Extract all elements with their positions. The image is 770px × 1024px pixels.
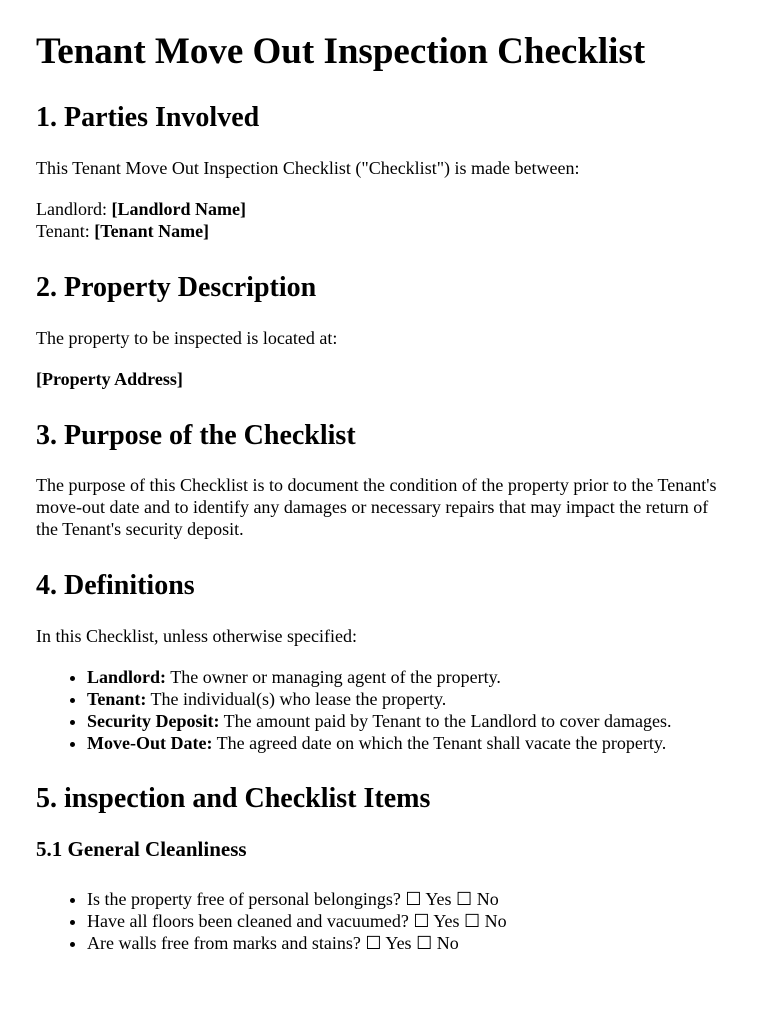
section-heading-definitions: 4. Definitions — [36, 570, 195, 602]
landlord-label: Landlord: — [36, 198, 107, 219]
tenant-label: Tenant: — [36, 220, 90, 241]
property-address-para — [36, 368, 734, 390]
definition-term: Tenant: — [87, 688, 147, 709]
section-heading-purpose: 3. Purpose of the Checklist — [36, 419, 356, 451]
section-heading-parties: 1. Parties Involved — [36, 102, 260, 134]
checklist-item: • Have all floors been cleaned and vacuumed? ☐ Yes ☐ No — [87, 910, 734, 932]
section-heading-inspection: 5. inspection and Checklist Items — [36, 782, 431, 814]
cleanliness-checklist — [36, 888, 734, 954]
list-item — [87, 688, 734, 710]
definitions-intro: In this Checklist, unless otherwise specified: — [36, 625, 357, 646]
definition-text: The individual(s) who lease the property. — [150, 688, 447, 709]
checklist-item: • Is the property free of personal belongings? ☐ Yes ☐ No — [87, 888, 734, 910]
definition-text: The amount paid by Tenant to the Landlord to cover damages. — [223, 710, 672, 731]
definition-term: Landlord: — [87, 666, 167, 687]
parties-intro: This Tenant Move Out Inspection Checklist ("Checklist") is made between: — [36, 157, 580, 178]
landlord-value: [Landlord Name] — [111, 198, 246, 219]
definitions-list — [36, 666, 734, 754]
tenant-value: [Tenant Name] — [94, 220, 210, 241]
list-item — [87, 732, 734, 754]
parties-list — [36, 198, 734, 242]
document-title: Tenant Move Out Inspection Checklist — [36, 31, 646, 72]
subsection-heading-cleanliness: 5.1 General Cleanliness — [36, 837, 247, 862]
section-heading-property: 2. Property Description — [36, 271, 317, 303]
purpose-text: The purpose of this Checklist is to document the condition of the property prior to the Tenant's move-out date and to identify any damages or necessary repairs that may impact the return of the Tenant's security deposit. — [36, 475, 717, 540]
definition-term: Security Deposit: — [87, 710, 220, 731]
definition-term: Move-Out Date: — [87, 732, 213, 753]
property-intro: The property to be inspected is located at: — [36, 327, 338, 348]
list-item — [87, 666, 734, 688]
property-address: [Property Address] — [36, 368, 183, 389]
list-item — [87, 710, 734, 732]
checklist-item: • Are walls free from marks and stains? ☐ Yes ☐ No — [87, 932, 734, 954]
definition-text: The owner or managing agent of the property. — [170, 666, 501, 687]
definition-text: The agreed date on which the Tenant shall vacate the property. — [216, 732, 667, 753]
